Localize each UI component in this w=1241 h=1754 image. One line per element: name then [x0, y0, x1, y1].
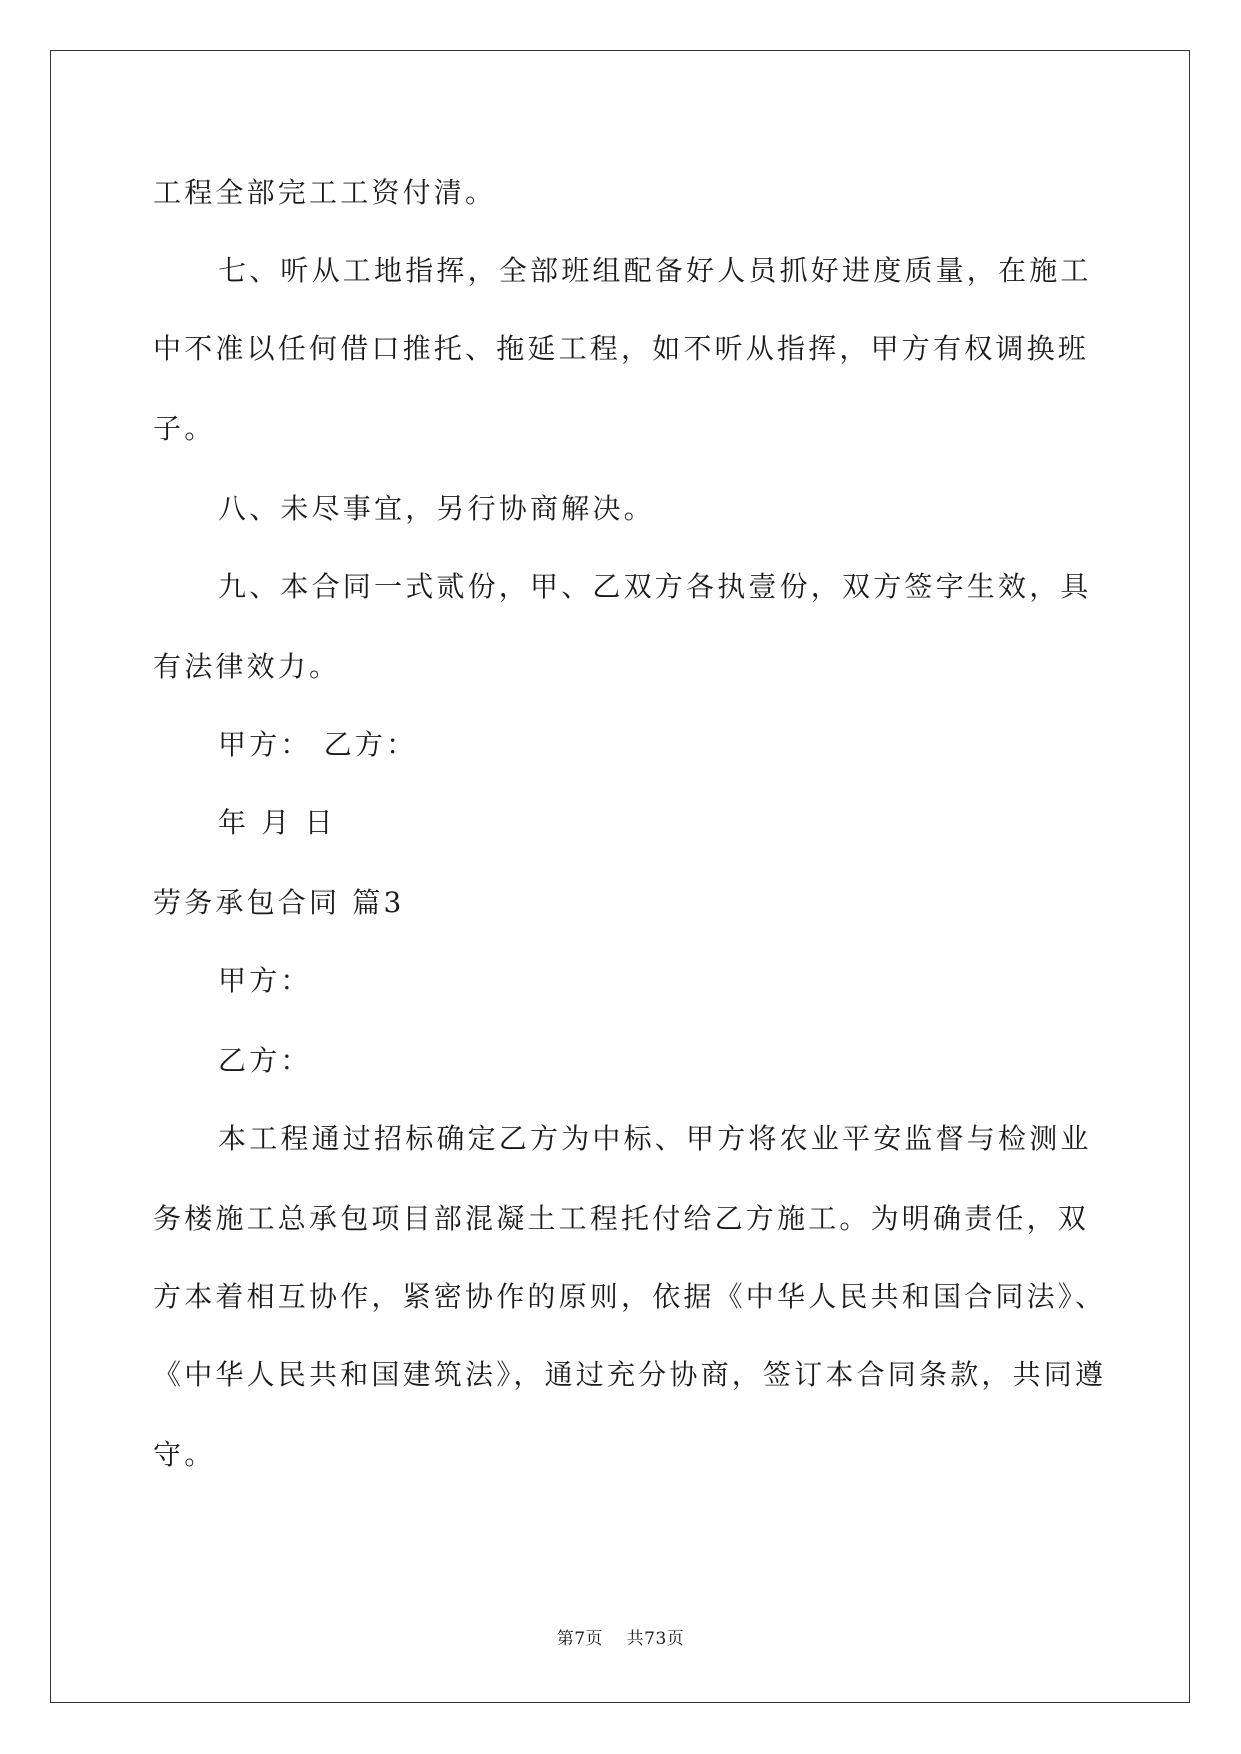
clause-9-line: 九、本合同一式贰份，甲、乙双方各执壹份，双方签字生效，具	[218, 570, 1092, 603]
party-b-label: 乙方：	[218, 1044, 312, 1077]
text-line: 子。	[153, 412, 216, 445]
body-paragraph-line: 《中华人民共和国建筑法》，通过充分协商，签订本合同条款，共同遵	[153, 1358, 1107, 1391]
clause-7-line: 七、听从工地指挥，全部班组配备好人员抓好进度质量，在施工	[218, 254, 1092, 287]
signature-parties: 甲方： 乙方：	[218, 728, 418, 761]
section-heading: 劳务承包合同 篇3	[153, 886, 405, 919]
body-paragraph-line: 务楼施工总承包项目部混凝土工程托付给乙方施工。为明确责任，双	[153, 1202, 1090, 1235]
signature-date: 年 月 日	[218, 806, 336, 839]
page-number: 第7页 共73页	[556, 1629, 685, 1649]
clause-8-line: 八、未尽事宜，另行协商解决。	[218, 492, 655, 525]
body-paragraph-line: 守。	[153, 1438, 216, 1471]
text-line: 工程全部完工工资付清。	[153, 176, 497, 209]
party-a-label: 甲方：	[218, 964, 312, 997]
text-line: 中不准以任何借口推托、拖延工程，如不听从指挥，甲方有权调换班	[153, 332, 1090, 365]
body-paragraph-line: 方本着相互协作，紧密协作的原则，依据《中华人民共和国合同法》、	[153, 1280, 1107, 1313]
body-paragraph-line: 本工程通过招标确定乙方为中标、甲方将农业平安监督与检测业	[218, 1122, 1092, 1155]
text-line: 有法律效力。	[153, 650, 341, 683]
page-border	[50, 50, 1190, 1703]
